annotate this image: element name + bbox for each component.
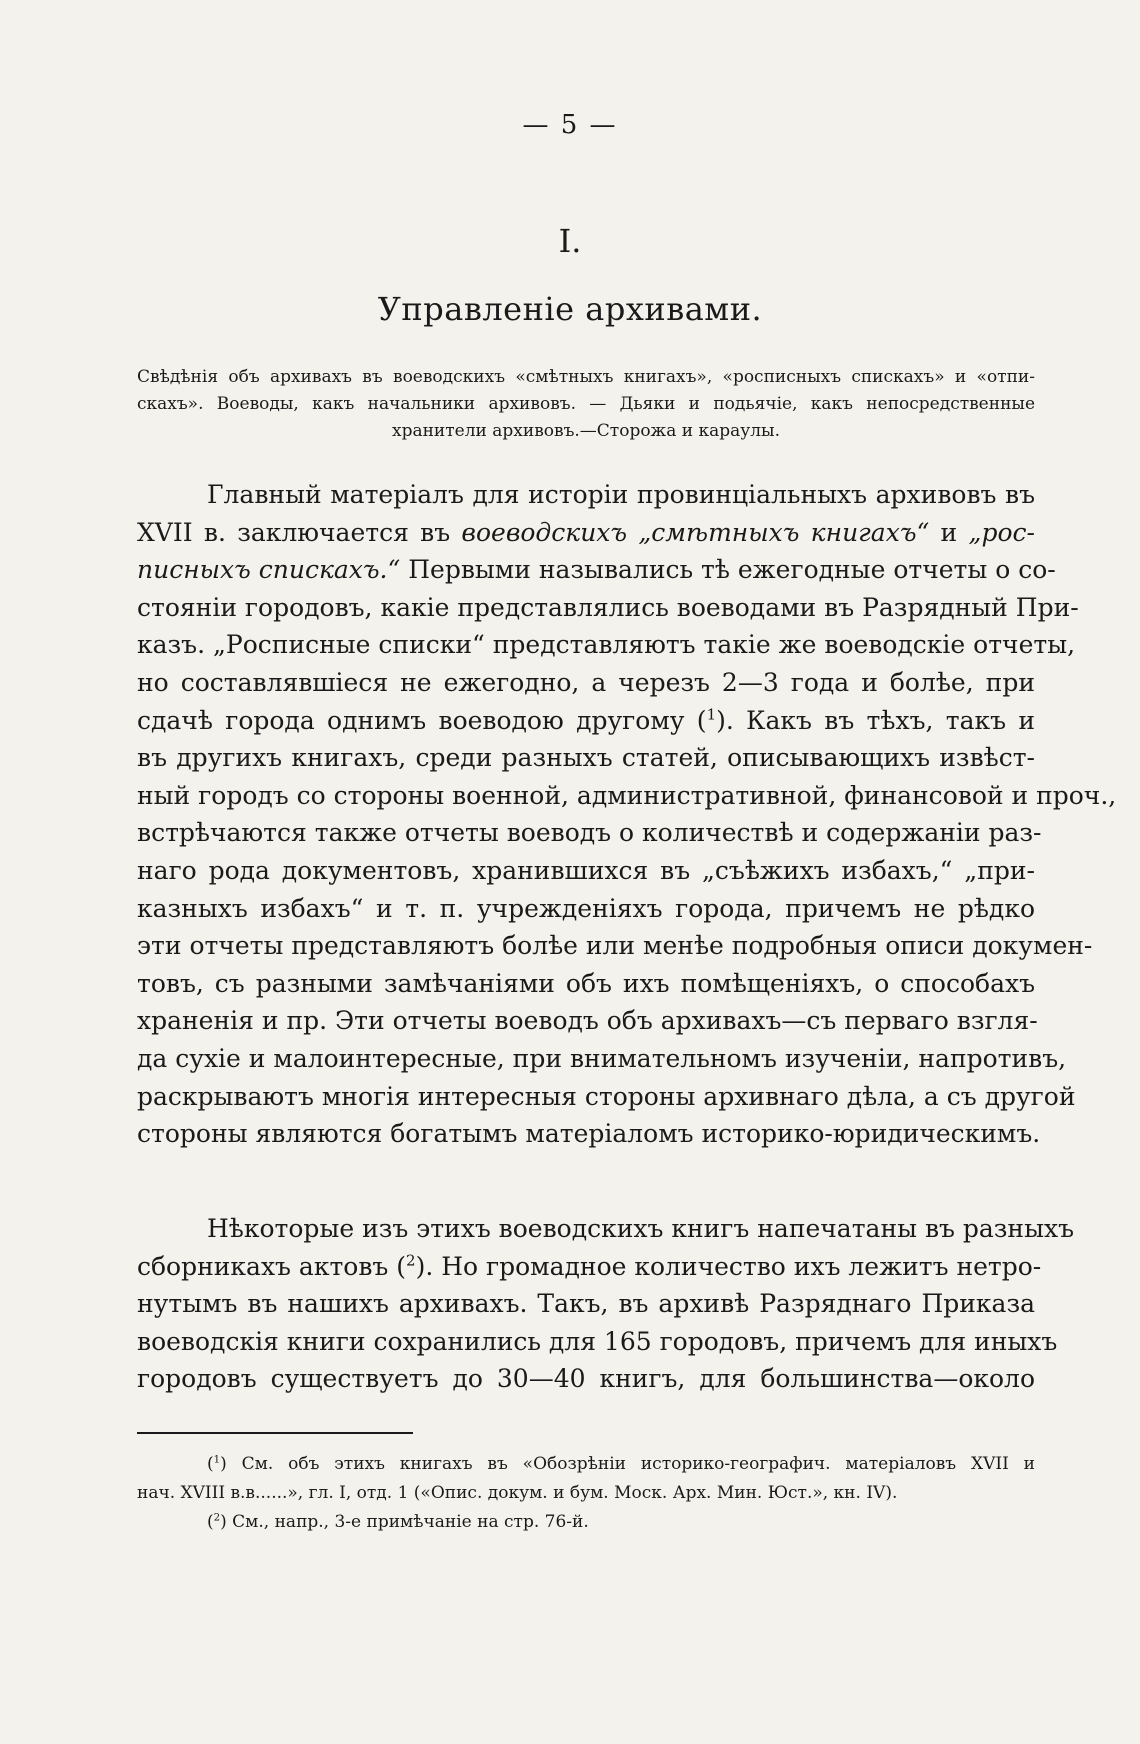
italic-run: „рос- (968, 517, 1035, 547)
chapter-number: I. (558, 222, 582, 260)
text-line: нутымъ въ нашихъ архивахъ. Такъ, въ архивѣ Разряднаго Приказа (137, 1289, 1035, 1319)
footnote-mark: 1 (213, 1454, 221, 1466)
text-line: встрѣчаются также отчеты воеводъ о количествѣ и содержаніи раз- (137, 818, 1042, 848)
text-line: воеводскія книги сохранились для 165 городовъ, причемъ для иныхъ (137, 1326, 1058, 1356)
paragraph-2 (137, 1210, 1074, 1398)
text-line: да сухіе и малоинтересные, при внимательномъ изученіи, напротивъ, (137, 1043, 1067, 1073)
text-line: казныхъ избахъ“ и т. п. учрежденіяхъ города, причемъ не рѣдко (137, 893, 1035, 923)
chapter-title: Управленіе архивами. (377, 290, 763, 328)
italic-run: писныхъ спискахъ.“ (137, 555, 401, 585)
footnote-line: ($^2$) См., напр., 3-е примѣчаніе на стр. 76-й. (207, 1512, 589, 1532)
text-line (137, 1248, 1042, 1286)
text-line: товъ, съ разными замѣчаніями объ ихъ помѣщеніяхъ, о способахъ (137, 968, 1035, 998)
text-line: Главный матеріалъ для исторіи провинціальныхъ архивовъ въ (207, 480, 1035, 509)
text-line: въ другихъ книгахъ, среди разныхъ статей, описывающихъ извѣст- (137, 743, 1035, 773)
text-run: XVII в. заключается въ (137, 517, 462, 547)
paragraph-1 (137, 476, 1117, 1153)
text-run: ). Какъ въ тѣхъ, такъ и (716, 705, 1035, 735)
text-line (137, 702, 1035, 740)
footnote-line: нач. XVIII в.в......», гл. I, отд. 1 («Опис. докум. и бум. Моск. Арх. Мин. Юст.», кн. IV). (137, 1483, 898, 1503)
text-run: сдачѣ города однимъ воеводою другому ( (137, 705, 707, 735)
text-run: ) См., напр., 3-е примѣчаніе на стр. 76-й. (220, 1512, 589, 1532)
summary-line: Свѣдѣнія объ архивахъ въ воеводскихъ «смѣтныхъ книгахъ», «росписныхъ спискахъ» и «отпи- (137, 367, 1035, 387)
text-line: раскрываютъ многія интересныя стороны архивнаго дѣла, а съ другой (137, 1081, 1076, 1111)
footnote-line: ($^1$) См. объ этихъ книгахъ въ «Обозрѣніи историко-географич. матеріаловъ XVII и (207, 1454, 1035, 1474)
text-line: ный городъ со стороны военной, административной, финансовой и проч., (137, 780, 1117, 810)
text-line: стороны являются богатымъ матеріаломъ историко-юридическимъ. (137, 1119, 1041, 1149)
footnote-1 (137, 1450, 1035, 1508)
text-line: городовъ существуетъ до 30—40 книгъ, для большинства—около (137, 1364, 1035, 1394)
text-line: казъ. „Росписные списки“ представляютъ такіе же воеводскіе отчеты, (137, 630, 1076, 660)
footnote-mark: 2 (213, 1512, 221, 1524)
text-line: стояніи городовъ, какіе представлялись воеводами въ Разрядный При- (137, 592, 1079, 622)
footnotes (137, 1450, 1035, 1537)
footnote-divider (137, 1432, 413, 1434)
summary-line: скахъ». Воеводы, какъ начальники архивовъ. — Дьяки и подьячіе, какъ непосредственные (137, 394, 1035, 414)
text-line: наго рода документовъ, хранившихся въ „съѣжихъ избахъ,“ „при- (137, 855, 1035, 885)
footnote-2 (137, 1508, 1035, 1537)
text-line: но составлявшіеся не ежегодно, а черезъ 2—3 года и болѣе, при (137, 667, 1035, 697)
text-line: эти отчеты представляютъ болѣе или менѣе подробныя описи докумен- (137, 931, 1093, 961)
text-line (137, 551, 1056, 589)
text-run: ) См. объ этихъ книгахъ въ «Обозрѣніи историко-географич. матеріаловъ XVII и (220, 1454, 1035, 1474)
footnote-ref: 2 (406, 1251, 416, 1270)
text-run: сборникахъ актовъ ( (137, 1251, 407, 1281)
footnote-ref: 1 (706, 705, 717, 724)
italic-run: воеводскихъ „смѣтныхъ книгахъ“ (461, 517, 930, 547)
text-run: и (929, 517, 969, 547)
chapter-summary (137, 364, 1035, 445)
summary-line: хранители архивовъ.—Сторожа и караулы. (392, 421, 780, 441)
text-line (137, 514, 1035, 552)
text-run: ). Но громадное количество ихъ лежитъ нетро- (415, 1251, 1042, 1281)
text-run: Первыми назывались тѣ ежегодные отчеты о со- (400, 555, 1056, 585)
text-line: Нѣкоторые изъ этихъ воеводскихъ книгъ напечатаны въ разныхъ (207, 1214, 1074, 1243)
text-line: храненія и пр. Эти отчеты воеводъ объ архивахъ—съ перваго взгля- (137, 1006, 1038, 1036)
page-number: — 5 — (522, 110, 618, 140)
